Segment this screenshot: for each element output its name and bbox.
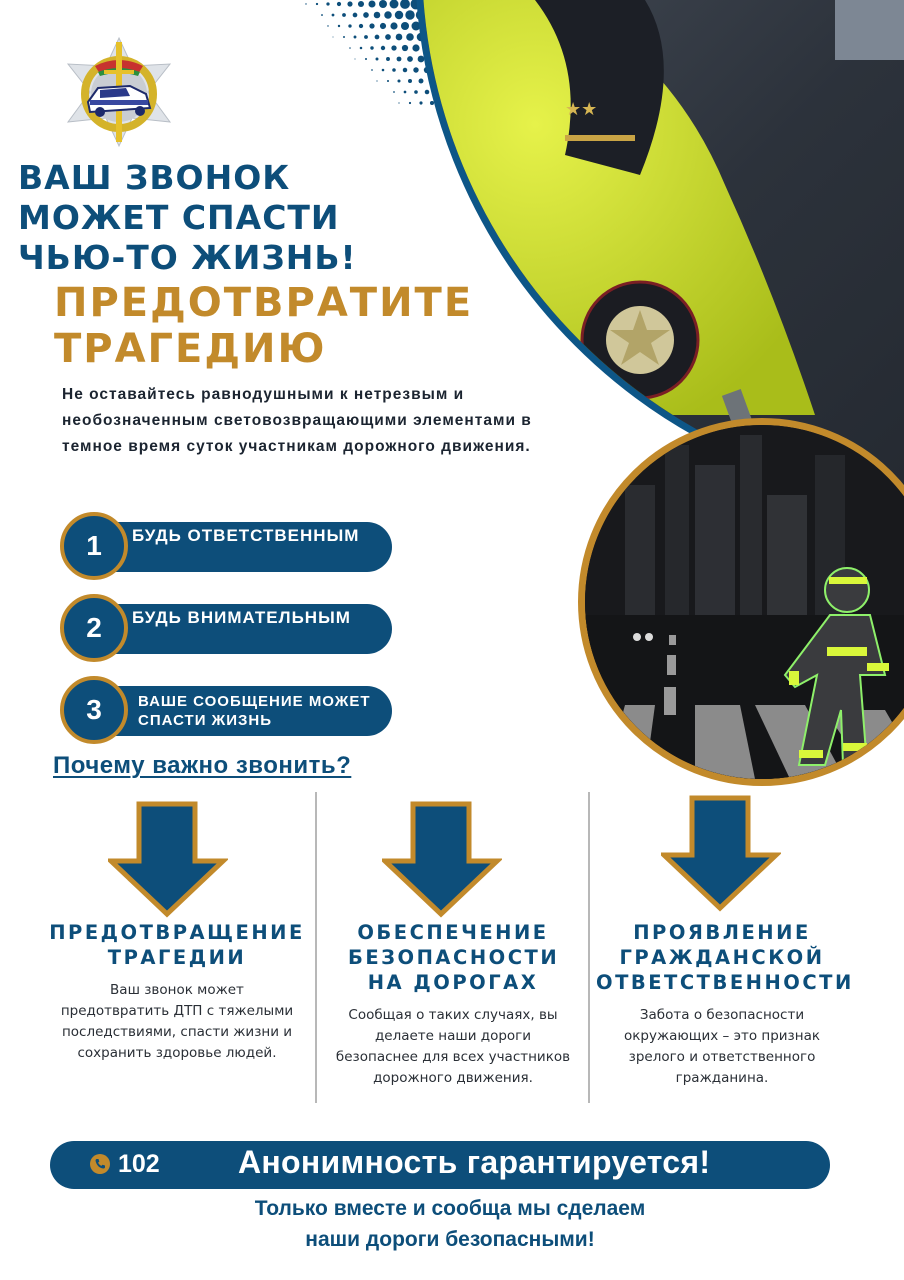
step-3 <box>60 676 394 744</box>
footer-line-1: Только вместе и сообща мы сделаем <box>254 1197 646 1220</box>
reason-title: ПРЕДОТВРАЩЕНИЕ ТРАГЕДИИ <box>49 921 305 969</box>
step-number-badge: 1 <box>60 512 128 580</box>
step-2 <box>60 594 394 662</box>
step-label: БУДЬ ВНИМАТЕЛЬНЫМ <box>132 608 351 627</box>
page-title: ВАШ ЗВОНОК МОЖЕТ СПАСТИ ЧЬЮ-ТО ЖИЗНЬ! <box>18 158 357 277</box>
reason-text: Сообщая о таких случаях, вы делаете наши дороги безопаснее для всех участников дорожного движения. <box>335 1007 571 1086</box>
intro-text: Не оставайтесь равнодушными к нетрезвым и необозначенным световозвращающими элементами в темное время суток участникам дорожного движения. <box>62 386 532 455</box>
footer-message <box>150 1193 750 1255</box>
reflective-pedestrian-illustration-icon <box>585 425 904 779</box>
down-arrow-icon <box>661 794 781 914</box>
step-number-badge: 2 <box>60 594 128 662</box>
page-subtitle: ПРЕДОТВРАТИТЕ ТРАГЕДИЮ <box>54 280 474 372</box>
down-arrow-icon <box>382 800 502 920</box>
reason-text: Забота о безопасности окружающих – это признак зрелого и ответственного гражданина. <box>623 1007 820 1086</box>
step-label: ВАШЕ СООБЩЕНИЕ МОЖЕТ СПАСТИ ЖИЗНЬ <box>138 693 371 729</box>
reason-title: ОБЕСПЕЧЕНИЕ БЕЗОПАСНОСТИ НА ДОРОГАХ <box>348 921 560 994</box>
why-call-heading: Почему важно звонить? <box>53 752 352 779</box>
reason-text: Ваш звонок может предотвратить ДТП с тяжелыми последствиями, спасти жизни и сохранить здоровье людей. <box>60 982 294 1061</box>
step-1 <box>60 512 394 580</box>
svg-text:★★: ★★ <box>565 99 598 120</box>
step-number-badge: 3 <box>60 676 128 744</box>
reason-column-2 <box>328 920 578 1089</box>
anonymity-slogan: Анонимность гарантируется! <box>238 1144 711 1180</box>
step-label: БУДЬ ОТВЕТСТВЕННЫМ <box>132 526 360 545</box>
reason-column-3 <box>596 920 854 1089</box>
footer-line-2: наши дороги безопасными! <box>305 1228 595 1251</box>
traffic-police-emblem-logo <box>60 36 178 148</box>
hotline-number[interactable]: 102 <box>118 1150 160 1178</box>
reason-title: ПРОЯВЛЕНИЕ ГРАЖДАНСКОЙ ОТВЕТСТВЕННОСТИ <box>596 921 854 994</box>
down-arrow-icon <box>108 800 228 920</box>
column-divider <box>588 792 590 1103</box>
column-divider <box>315 792 317 1103</box>
reason-column-1 <box>44 920 310 1064</box>
phone-icon <box>90 1154 110 1174</box>
